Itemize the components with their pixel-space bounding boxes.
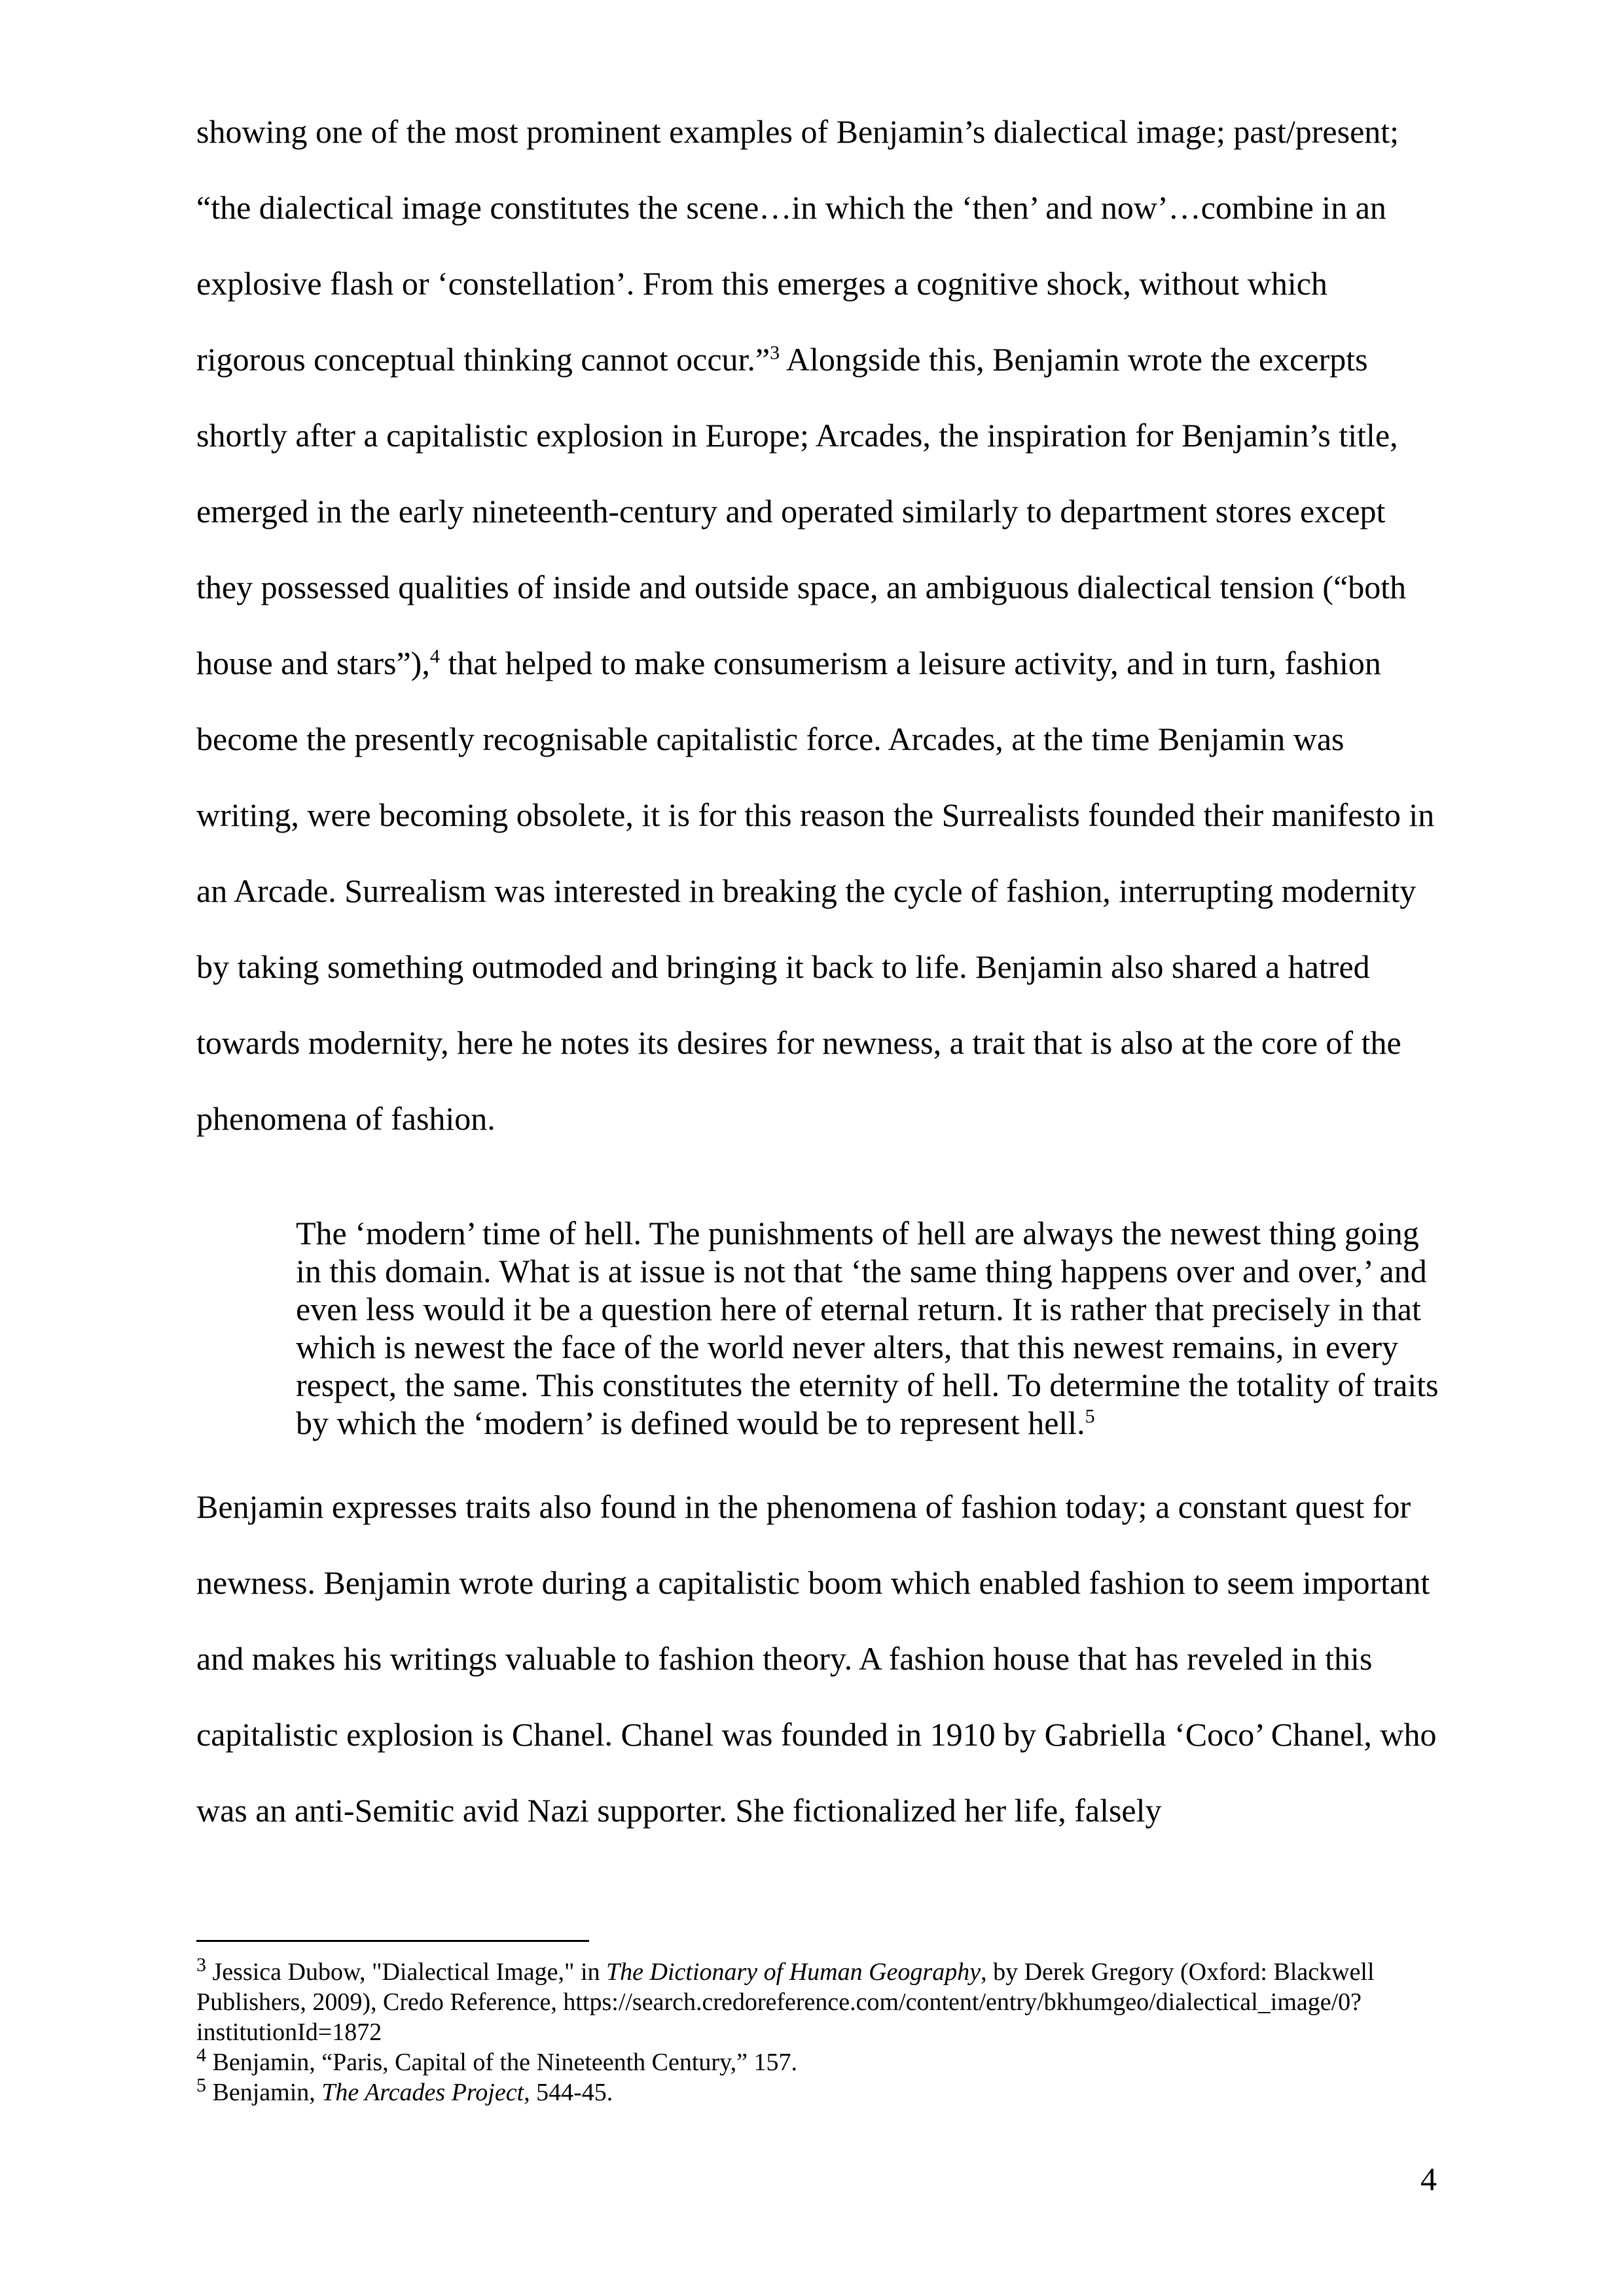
- footnote-text: Jessica Dubow, "Dialectical Image," in: [206, 1958, 607, 1986]
- footnote-text: , by Derek Gregory (Oxford: Blackwell Publishers, 2009), Credo Reference, https://search.credoreference.com/content/entry/bkhumgeo/dialectical_image/0?institutionId=1872: [196, 1958, 1375, 2046]
- footnote-reference: 3: [770, 342, 780, 364]
- paragraph-text: Alongside this, Benjamin wrote the excerpts shortly after a capitalistic explosion in Europe; Arcades, the inspiration for Benjamin’s title, emerged in the early nineteenth-century and operated similarly to department stores except they possessed qualities of inside and outside space, an ambiguous dialectical tension (“both house and stars”),: [196, 341, 1407, 681]
- block-quote-text: The ‘modern’ time of hell. The punishments of hell are always the newest thing going in this domain. What is at issue is not that ‘the same thing happens over and over,’ and even less would it be a question here of eternal return. It is rather that precisely in that which is newest the face of the world never alters, that this newest remains, in every respect, the same. This constitutes the eternity of hell. To determine the totality of traits by which the ‘modern’ is defined would be to represent hell.: [296, 1215, 1439, 1441]
- footnote-reference: 4: [429, 645, 440, 668]
- paragraph-text: that helped to make consumerism a leisure activity, and in turn, fashion become the presently recognisable capitalistic force. Arcades, at the time Benjamin was writing, were becoming obsolete, it is for this reason the Surrealists founded their manifesto in an Arcade. Surrealism was interested in breaking the cycle of fashion, interrupting modernity by taking something outmoded and bringing it back to life. Benjamin also shared a hatred towards modernity, here he notes its desires for newness, a trait that is also at the core of the phenomena of fashion.: [196, 645, 1435, 1137]
- block-quote: [296, 1214, 1448, 1442]
- paragraph-text: showing one of the most prominent examples of Benjamin’s dialectical image; past/present; “the dialectical image constitutes the scene…in which the ‘then’ and now’…combine in an explosive flash or ‘constellation’. From this emerges a cognitive shock, without which rigorous conceptual thinking cannot occur.”: [196, 113, 1399, 378]
- body-paragraph: [196, 1469, 1440, 1848]
- footnote-text: Benjamin,: [206, 2079, 322, 2106]
- page-number: 4: [1420, 2161, 1437, 2197]
- footnote-number: 4: [196, 2044, 206, 2066]
- footnote-3: [196, 1954, 1440, 2047]
- footnote-title: The Dictionary of Human Geography: [606, 1958, 981, 1986]
- footnote-number: 5: [196, 2074, 206, 2096]
- footnote-title: The Arcades Project: [321, 2079, 524, 2106]
- paragraph-text: Benjamin expresses traits also found in the phenomena of fashion today; a constant quest for newness. Benjamin wrote during a capitalistic boom which enabled fashion to seem important and makes his writings valuable to fashion theory. A fashion house that has reveled in this capitalistic explosion is Chanel. Chanel was founded in 1910 by Gabriella ‘Coco’ Chanel, who was an anti-Semitic avid Nazi supporter. She fictionalized her life, falsely: [196, 1488, 1437, 1829]
- footnote-separator: [196, 1940, 589, 1942]
- footnote-reference: 5: [1085, 1405, 1095, 1427]
- body-paragraph: [196, 94, 1440, 1157]
- footnote-4: [196, 2044, 1440, 2077]
- footnote-text: , 544-45.: [524, 2079, 613, 2106]
- footnote-number: 3: [196, 1954, 206, 1976]
- footnotes: [196, 1954, 1440, 2108]
- footnote-5: [196, 2074, 1440, 2108]
- footnote-text: Benjamin, “Paris, Capital of the Nineteenth Century,” 157.: [206, 2049, 797, 2076]
